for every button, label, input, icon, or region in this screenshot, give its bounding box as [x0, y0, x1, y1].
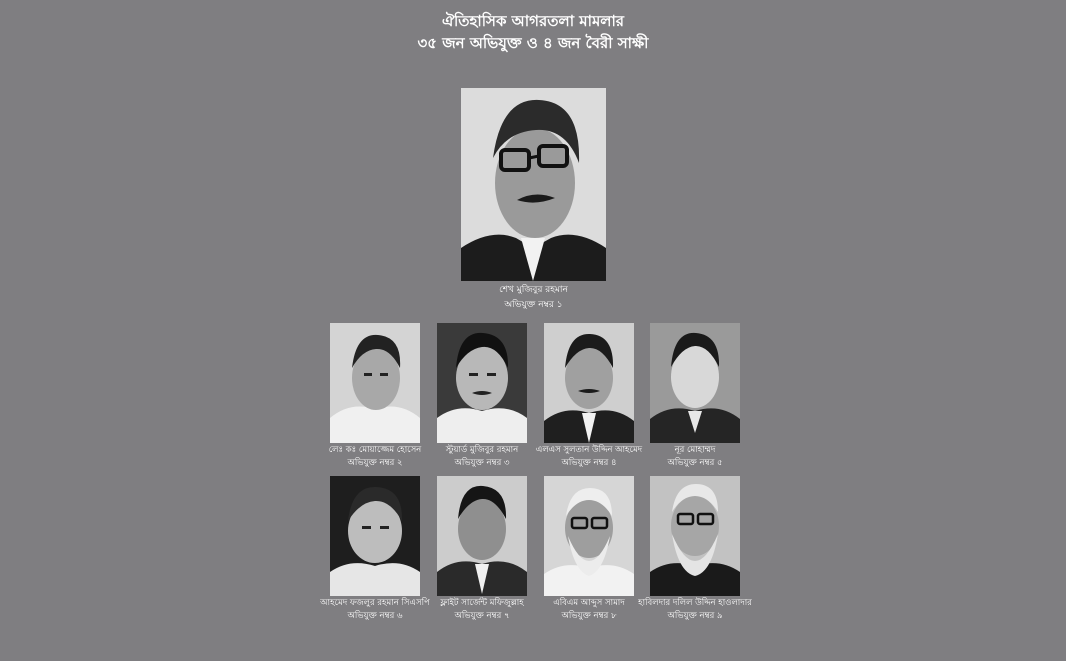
portrait-number: অভিযুক্ত নম্বর ২ [347, 458, 403, 468]
portrait-card-9 [640, 476, 750, 622]
portrait-name: এলএস সুলতান উদ্দিন আহমেদ [535, 445, 643, 455]
page-title [0, 10, 1066, 54]
portrait-photo [437, 323, 527, 443]
portrait-photo [461, 88, 606, 281]
portrait-card-1 [461, 88, 606, 311]
portrait-name: হাবিলদার দলিল উদ্দিন হাওলাদার [638, 598, 752, 608]
portrait-number: অভিযুক্ত নম্বর ৮ [561, 611, 617, 621]
portrait-number: অভিযুক্ত নম্বর ১ [504, 300, 563, 310]
portrait-number: অভিযুক্ত নম্বর ৭ [454, 611, 510, 621]
portrait-name: এবিএম আব্দুস সামাদ [553, 598, 625, 608]
portrait-card-5 [640, 323, 750, 469]
portrait-number: অভিযুক্ত নম্বর ৩ [454, 458, 510, 468]
portrait-photo [650, 476, 740, 596]
title-line-1: ঐতিহাসিক আগরতলা মামলার [441, 12, 625, 30]
portrait-name: লেঃ কঃ মোয়াজ্জেম হোসেন [328, 445, 422, 455]
portrait-number: অভিযুক্ত নম্বর ৫ [667, 458, 723, 468]
portrait-number: অভিযুক্ত নম্বর ৪ [561, 458, 617, 468]
portrait-name: ফ্লাইট সার্জেন্ট মফিজুল্লাহ [440, 598, 524, 608]
portrait-photo [330, 476, 420, 596]
portrait-name: স্টুয়ার্ড মুজিবুর রহমান [445, 445, 519, 455]
portrait-number: অভিযুক্ত নম্বর ৯ [667, 611, 723, 621]
portrait-name: নূর মোহাম্মদ [674, 445, 716, 455]
portrait-photo [544, 476, 634, 596]
portrait-number: অভিযুক্ত নম্বর ৬ [347, 611, 403, 621]
portrait-photo [544, 323, 634, 443]
title-line-2: ৩৫ জন অভিযুক্ত ও ৪ জন বৈরী সাক্ষী [417, 34, 649, 52]
portrait-photo [650, 323, 740, 443]
portrait-name: শেখ মুজিবুর রহমান [499, 285, 568, 295]
portrait-photo [437, 476, 527, 596]
portrait-name: আহমেদ ফজলুর রহমান সিএসপি [320, 598, 430, 608]
portrait-photo [330, 323, 420, 443]
